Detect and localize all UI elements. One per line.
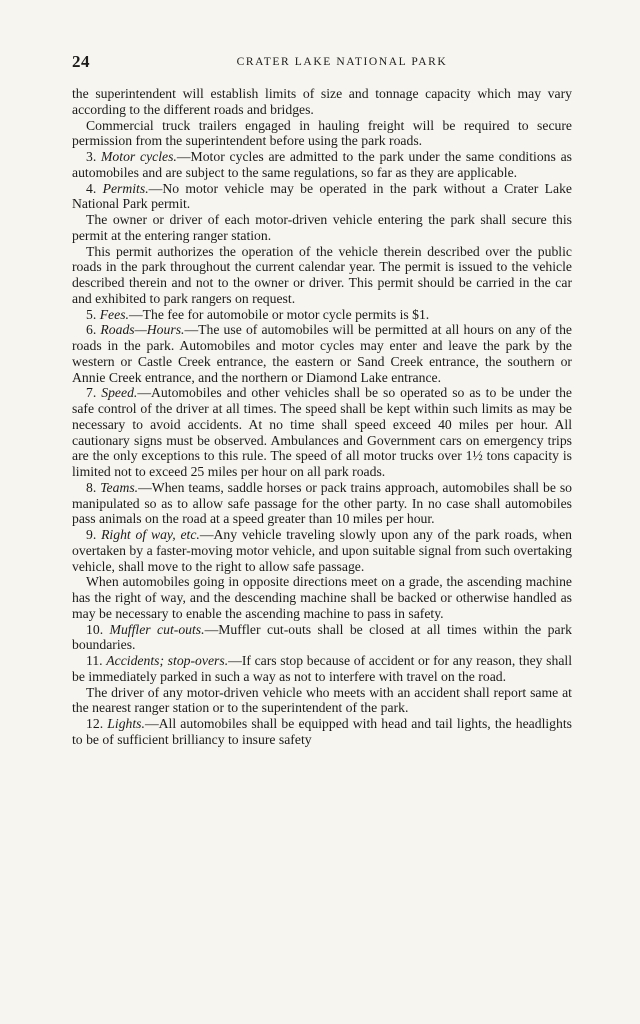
- paragraph-text: —Motor cycles are admitted to the park under the same conditions as automobiles and are subject to the same regulations, so far as they are applicable.: [72, 149, 572, 180]
- paragraph: [72, 574, 572, 621]
- paragraph-text: —All automobiles shall be equipped with head and tail lights, the headlights to be of sufficient brilliancy to insure safety: [72, 716, 572, 747]
- rule-title: Accidents; stop-overs.: [106, 653, 229, 668]
- body-text: [72, 86, 572, 748]
- paragraph-text: When automobiles going in opposite directions meet on a grade, the ascending machine has the right of way, and the descending machine shall be backed or otherwise handled as may be necessary to enable the ascending machine to pass in safety.: [72, 574, 572, 621]
- rule-number: 6.: [86, 322, 101, 338]
- running-head: CRATER LAKE NATIONAL PARK: [236, 56, 448, 68]
- rule-number: 3.: [86, 149, 102, 164]
- rule-number: 5.: [86, 306, 100, 322]
- rule-number: 4.: [86, 180, 103, 196]
- paragraph: [72, 244, 572, 307]
- rule-title: Roads—Hours.: [100, 322, 185, 338]
- rule-number: 11.: [86, 653, 107, 668]
- rule-title: Motor cycles.: [101, 149, 177, 164]
- paragraph-text: Commercial truck trailers engaged in hauling freight will be required to secure permission from the superintendent before using the park roads.: [72, 117, 572, 149]
- rule-title: Speed.: [101, 385, 138, 401]
- rule-number: 10.: [86, 621, 110, 637]
- paragraph: [72, 685, 572, 717]
- paragraph-text: —Automobiles and other vehicles shall be so operated so as to be under the safe control of the driver at all times. The speed shall be kept within such limits as may be necessary to avoid accidents. At no time shall speed exceed 40 miles per hour. All cautionary signs must be observed. Ambulances and Government cars on emergency trips are the only exceptions to this rule. The speed of all motor trucks over 1½ tons capacity is limited not to exceed 25 miles per hour on all park roads.: [72, 385, 573, 479]
- page-header: [72, 52, 572, 76]
- paragraph-text: This permit authorizes the operation of the vehicle therein described over the public roads in the park throughout the current calendar year. The permit is issued to the vehicle described therein and not to the owner or driver. This permit should be carried in the car and exhibited to park rangers on request.: [72, 243, 572, 306]
- rule-number: 9.: [86, 527, 102, 542]
- paragraph: [72, 212, 572, 244]
- rule-title: Right of way, etc.: [101, 527, 200, 542]
- paragraph-text: The driver of any motor-driven vehicle who meets with an accident shall report same at the nearest ranger station or to the superintendent of the park.: [72, 684, 572, 716]
- rule-title: Lights.: [107, 716, 145, 731]
- paragraph: [72, 86, 572, 118]
- rule-title: Fees.: [99, 306, 129, 322]
- paragraph: [72, 385, 572, 480]
- paragraph-text: —Muffler cut-outs shall be closed at all times within the park boundaries.: [72, 621, 573, 653]
- rule-title: Muffler cut-outs.: [109, 621, 205, 637]
- paragraph: [72, 118, 572, 150]
- paragraph-text: —When teams, saddle horses or pack trains approach, automobiles shall be so manipulated so as to allow safe passage for the other party. In no case shall automobiles pass animals on the road at a speed greater than 10 miles per hour.: [72, 479, 572, 527]
- paragraph: [72, 716, 572, 748]
- paragraph: [72, 322, 572, 385]
- paragraph-text: —Any vehicle traveling slowly upon any of the park roads, when overtaken by a faster-moving motor vehicle, and upon suitable signal from such overtaking vehicle, shall move to the right to allow safe passage.: [72, 527, 573, 574]
- page-number: 24: [72, 52, 90, 71]
- rule-title: Permits.: [102, 180, 149, 196]
- paragraph: [72, 622, 572, 654]
- paragraph-text: —If cars stop because of accident or for any reason, they shall be immediately parked in such a way as not to interfere with travel on the road.: [72, 653, 572, 684]
- paragraph: [72, 149, 572, 181]
- paragraph: [72, 653, 572, 685]
- paragraph-text: —The use of automobiles will be permitted at all hours on any of the roads in the park. Automobiles and motor cycles may enter and leave the park by the western or Castle Creek entrance, the eastern or Sand Creek entrance, the southern or Annie Creek entrance, and the northern or Diamond Lake entrance.: [72, 322, 572, 385]
- rule-number: 7.: [86, 385, 102, 401]
- paragraph: [72, 527, 572, 574]
- paragraph-text: —The fee for automobile or motor cycle permits is $1.: [128, 306, 430, 322]
- rule-title: Teams.: [100, 479, 139, 495]
- rule-number: 12.: [86, 716, 108, 731]
- paragraph-text: The owner or driver of each motor-driven vehicle entering the park shall secure this permit at the entering ranger station.: [72, 212, 572, 243]
- paragraph-text: —No motor vehicle may be operated in the park without a Crater Lake National Park permit.: [72, 180, 573, 212]
- paragraph: [72, 480, 572, 527]
- rule-number: 8.: [86, 479, 101, 495]
- paragraph: [72, 307, 572, 323]
- paragraph-text: the superintendent will establish limits of size and tonnage capacity which may vary according to the different roads and bridges.: [72, 86, 572, 117]
- paragraph: [72, 181, 572, 213]
